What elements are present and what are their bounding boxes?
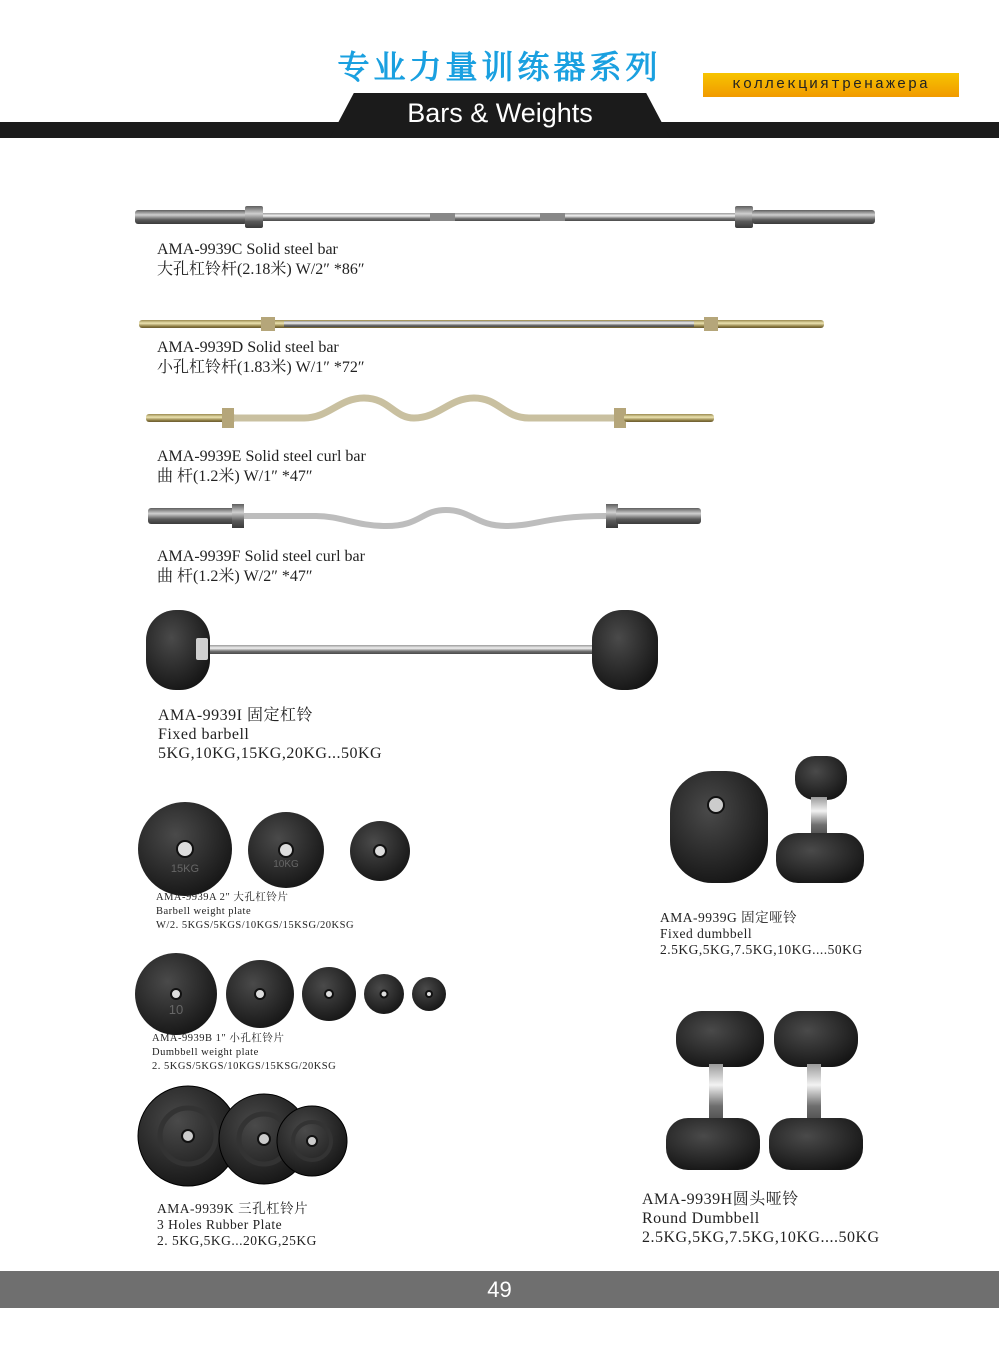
plate-weight-label: 15KG <box>170 863 200 875</box>
caption-line: W/2. 5KGS/5KGS/10KGS/15KSG/20KSG <box>156 920 355 931</box>
threaded-bar-image <box>136 312 831 336</box>
caption-9939i <box>158 706 382 763</box>
caption-9939d <box>157 338 365 378</box>
plate-weight-label: 10KG <box>273 859 299 870</box>
caption-line: 2.5KG,5KG,7.5KG,10KG....50KG <box>642 1229 880 1246</box>
caption-line: AMA-9939K 三孔杠铃片 <box>157 1201 309 1216</box>
caption-9939g <box>660 910 863 958</box>
olympic-bar-image <box>130 200 880 236</box>
round-dumbbells-image <box>664 1008 868 1170</box>
caption-line: 2. 5KG,5KG...20KG,25KG <box>157 1233 317 1248</box>
page-number: 49 <box>487 1277 512 1302</box>
caption-line: Fixed dumbbell <box>660 926 753 941</box>
caption-line: AMA-9939D Solid steel bar <box>157 339 339 356</box>
caption-line: AMA-9939E Solid steel curl bar <box>157 448 366 465</box>
fixed-barbell-image <box>140 605 665 695</box>
caption-line: AMA-9939A 2″ 大孔杠铃片 <box>156 892 289 903</box>
caption-9939f <box>157 547 365 587</box>
three-hole-plates-image <box>136 1086 350 1186</box>
caption-line: Fixed barbell <box>158 726 250 743</box>
threaded-curl-bar-image <box>144 392 719 436</box>
caption-line: AMA-9939C Solid steel bar <box>157 241 338 258</box>
caption-9939c <box>157 240 365 280</box>
caption-9939a <box>156 891 354 933</box>
caption-line: Dumbbell weight plate <box>152 1047 259 1058</box>
caption-line: 5KG,10KG,15KG,20KG...50KG <box>158 745 383 762</box>
section-title: Bars & Weights <box>407 98 593 128</box>
caption-line: AMA-9939H圆头哑铃 <box>642 1191 799 1208</box>
caption-line: 3 Holes Rubber Plate <box>157 1217 283 1232</box>
caption-line: Round Dumbbell <box>642 1210 760 1227</box>
caption-line: 曲 杆(1.2米) W/2″ *47″ <box>157 568 313 585</box>
plate-weight-label: 10 <box>168 1002 184 1017</box>
caption-9939k <box>157 1201 317 1249</box>
olympic-curl-bar-image <box>146 498 706 534</box>
subtitle-badge-ru: коллекциятренажера <box>703 73 959 97</box>
caption-9939e <box>157 447 366 487</box>
page-title-cn: 专业力量训练器系列 <box>337 48 662 86</box>
footer-bar <box>0 1271 999 1308</box>
caption-line: AMA-9939I 固定杠铃 <box>158 707 313 724</box>
caption-line: Barbell weight plate <box>156 906 252 917</box>
caption-9939b <box>152 1032 336 1074</box>
caption-line: 2. 5KGS/5KGS/10KGS/15KSG/20KSG <box>152 1061 337 1072</box>
barbell-plates-image <box>134 806 419 892</box>
caption-line: 曲 杆(1.2米) W/1″ *47″ <box>157 468 313 485</box>
caption-line: 2.5KG,5KG,7.5KG,10KG....50KG <box>660 942 863 957</box>
caption-line: 小孔杠铃杆(1.83米) W/1″ *72″ <box>157 359 365 376</box>
caption-line: 大孔杠铃杆(2.18米) W/2″ *86″ <box>157 261 365 278</box>
caption-9939h <box>642 1190 880 1247</box>
caption-line: AMA-9939B 1″ 小孔杠铃片 <box>152 1033 285 1044</box>
caption-line: AMA-9939F Solid steel curl bar <box>157 548 365 565</box>
caption-line: AMA-9939G 固定哑铃 <box>660 910 798 925</box>
dumbbell-plates-image <box>134 952 452 1032</box>
fixed-dumbbell-image <box>668 753 878 893</box>
